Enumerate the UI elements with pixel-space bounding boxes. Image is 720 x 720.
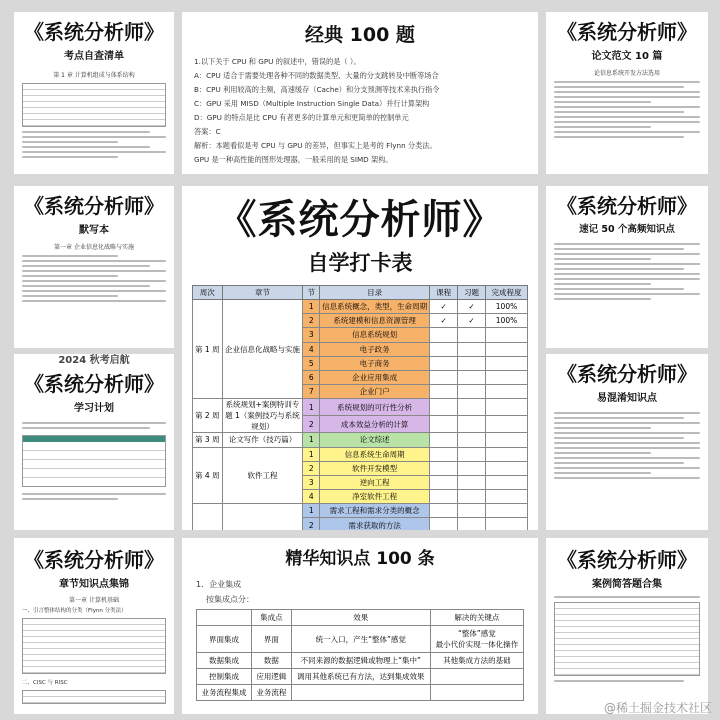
week-cell: 第 2 周 bbox=[193, 399, 223, 433]
question-line: C：GPU 采用 MISD（Multiple Instruction Single Data）并行计算架构 bbox=[194, 99, 430, 108]
section-num-cell: 5 bbox=[303, 356, 320, 370]
answer-line: 答案：C bbox=[194, 127, 221, 136]
chapter-cell bbox=[222, 504, 303, 530]
table-header: 章节 bbox=[222, 286, 303, 300]
integration-table bbox=[196, 609, 524, 701]
mini-table bbox=[22, 690, 166, 704]
card-subtitle: 章节知识点集锦 bbox=[59, 579, 129, 590]
progress-cell bbox=[486, 416, 528, 433]
table-header: 完成程度 bbox=[486, 286, 528, 300]
progress-cell: 100% bbox=[486, 300, 528, 314]
main-title: 《系统分析师》 bbox=[216, 196, 504, 243]
exercise-check[interactable] bbox=[458, 490, 486, 504]
table-row bbox=[193, 433, 528, 447]
card-study-plan bbox=[14, 354, 174, 530]
week-cell: 第 4 周 bbox=[193, 447, 223, 504]
exercise-check[interactable] bbox=[458, 447, 486, 461]
table-cell: 数据 bbox=[252, 653, 292, 669]
exercise-check[interactable] bbox=[458, 416, 486, 433]
topic-cell: 企业应用集成 bbox=[320, 370, 430, 384]
table-row bbox=[193, 504, 528, 518]
table-cell bbox=[430, 669, 523, 685]
table-cell: 控制集成 bbox=[197, 669, 252, 685]
table-row bbox=[197, 653, 524, 669]
course-check[interactable] bbox=[430, 518, 458, 530]
progress-cell bbox=[486, 385, 528, 399]
card-classic-100 bbox=[182, 12, 538, 174]
card-title: 《系统分析师》 bbox=[557, 194, 697, 218]
table-row bbox=[197, 626, 524, 653]
section-num-cell: 1 bbox=[303, 433, 320, 447]
topic-cell: 论文综述 bbox=[320, 433, 430, 447]
week-cell: 第 1 周 bbox=[193, 300, 223, 399]
card-subtitle: 学习计划 bbox=[74, 403, 114, 414]
section-num-cell: 2 bbox=[303, 461, 320, 475]
progress-cell bbox=[486, 475, 528, 489]
section-num-cell: 2 bbox=[303, 416, 320, 433]
card-essence-100 bbox=[182, 538, 538, 714]
week-cell bbox=[193, 504, 223, 530]
section-heading: 第一章 计算机基础 bbox=[69, 597, 119, 604]
course-check[interactable] bbox=[430, 370, 458, 384]
chapter-cell: 软件工程 bbox=[222, 447, 303, 504]
table-cell bbox=[291, 685, 430, 701]
section-num-cell: 1 bbox=[303, 447, 320, 461]
section-heading: 论信息系统开发方法选用 bbox=[593, 70, 660, 77]
question-line: A：CPU 适合于需要处理各种不同的数据类型、大量的分支跳转及中断等场合 bbox=[194, 71, 439, 80]
course-check[interactable] bbox=[430, 356, 458, 370]
card-subtitle: 易混淆知识点 bbox=[597, 393, 657, 404]
topic-cell: 电子政务 bbox=[320, 342, 430, 356]
topic-cell: 需求获取的方法 bbox=[320, 518, 430, 530]
course-check[interactable] bbox=[430, 399, 458, 416]
progress-cell bbox=[486, 328, 528, 342]
main-subtitle: 自学打卡表 bbox=[307, 251, 413, 275]
table-cell: 调用其他系统已有方法，达到集成效果 bbox=[291, 669, 430, 685]
topic-cell: 软件开发模型 bbox=[320, 461, 430, 475]
exercise-check[interactable] bbox=[458, 518, 486, 530]
section-num-cell: 3 bbox=[303, 475, 320, 489]
table-header: 周次 bbox=[193, 286, 223, 300]
card-checkin-sheet bbox=[182, 186, 538, 530]
section-num-cell: 1 bbox=[303, 399, 320, 416]
table-cell: 业务流程 bbox=[252, 685, 292, 701]
card-chapter-collection bbox=[14, 538, 174, 714]
exercise-check[interactable] bbox=[458, 385, 486, 399]
progress-cell: 100% bbox=[486, 314, 528, 328]
table-header: 效果 bbox=[291, 610, 430, 626]
exercise-check[interactable] bbox=[458, 370, 486, 384]
exercise-check[interactable] bbox=[458, 342, 486, 356]
card-title: 《系统分析师》 bbox=[557, 20, 697, 44]
section-lead: 按集成点分： bbox=[206, 595, 254, 604]
card-confusing-points bbox=[546, 354, 708, 530]
topic-cell: 成本效益分析的计算 bbox=[320, 416, 430, 433]
card-title: 《系统分析师》 bbox=[557, 548, 697, 572]
question-line: 1.以下关于 CPU 和 GPU 的叙述中，错误的是（ ）。 bbox=[194, 57, 361, 66]
question-line: D：GPU 的特点是比 CPU 有者更多的计算单元和更简单的控制单元 bbox=[194, 113, 409, 122]
card-case-questions bbox=[546, 538, 708, 714]
progress-cell bbox=[486, 399, 528, 416]
card-checklist bbox=[14, 12, 174, 174]
card-title: 《系统分析师》 bbox=[24, 20, 164, 44]
chapter-cell: 系统规划+案例特训专题 1（案例技巧与系统规划） bbox=[222, 399, 303, 433]
chapter-cell: 企业信息化战略与实施 bbox=[222, 300, 303, 399]
course-check[interactable] bbox=[430, 461, 458, 475]
exercise-check[interactable] bbox=[458, 433, 486, 447]
exercise-check[interactable] bbox=[458, 475, 486, 489]
exercise-check[interactable] bbox=[458, 328, 486, 342]
card-subtitle: 速记 50 个高频知识点 bbox=[579, 224, 675, 235]
section-num-cell: 7 bbox=[303, 385, 320, 399]
topic-cell: 信息系统规划 bbox=[320, 328, 430, 342]
card-subtitle: 默写本 bbox=[79, 225, 109, 236]
card-dictation bbox=[14, 186, 174, 348]
topic-cell: 需求工程和需求分类的概念 bbox=[320, 504, 430, 518]
progress-cell bbox=[486, 342, 528, 356]
course-check[interactable] bbox=[430, 433, 458, 447]
table-row bbox=[197, 669, 524, 685]
table-cell: 其他集成方法的基础 bbox=[430, 653, 523, 669]
table-cell bbox=[430, 685, 523, 701]
topic-cell: 净室软件工程 bbox=[320, 490, 430, 504]
mini-table bbox=[22, 618, 166, 674]
table-row bbox=[193, 300, 528, 314]
table-cell: 业务流程集成 bbox=[197, 685, 252, 701]
section-heading: 1．企业集成 bbox=[196, 580, 242, 589]
table-cell: 应用逻辑 bbox=[252, 669, 292, 685]
course-check[interactable]: ✓ bbox=[430, 314, 458, 328]
chapter-cell: 论文写作（技巧篇） bbox=[222, 433, 303, 447]
course-check[interactable] bbox=[430, 342, 458, 356]
progress-cell bbox=[486, 504, 528, 518]
table-row bbox=[193, 399, 528, 416]
progress-cell bbox=[486, 490, 528, 504]
table-cell: 界面集成 bbox=[197, 626, 252, 653]
exercise-check[interactable] bbox=[458, 504, 486, 518]
topic-cell: 信息系统概念，类型，生命周期 bbox=[320, 300, 430, 314]
card-subtitle: 考点自查清单 bbox=[64, 51, 124, 62]
subsection-heading: 一、引言整体结构的分类（Flynn 分类法） bbox=[22, 608, 127, 614]
table-header: 集成点 bbox=[252, 610, 292, 626]
course-check[interactable] bbox=[430, 328, 458, 342]
card-title: 经典 100 题 bbox=[305, 24, 415, 46]
card-title: 《系统分析师》 bbox=[24, 194, 164, 218]
week-cell: 第 3 周 bbox=[193, 433, 223, 447]
mini-table bbox=[554, 602, 700, 676]
banner-text: 2024 秋考启航 bbox=[58, 355, 130, 366]
progress-cell bbox=[486, 356, 528, 370]
section-num-cell: 1 bbox=[303, 300, 320, 314]
mini-table bbox=[22, 83, 166, 127]
table-cell: 不同来源的数据逻辑或物理上“集中” bbox=[291, 653, 430, 669]
topic-cell: 系统建模和信息资源管理 bbox=[320, 314, 430, 328]
table-row bbox=[197, 685, 524, 701]
table-header bbox=[197, 610, 252, 626]
course-check[interactable] bbox=[430, 385, 458, 399]
course-check[interactable] bbox=[430, 475, 458, 489]
topic-cell: 电子商务 bbox=[320, 356, 430, 370]
section-num-cell: 3 bbox=[303, 328, 320, 342]
watermark: @稀土掘金技术社区 bbox=[603, 701, 712, 715]
topic-cell: 系统规划的可行性分析 bbox=[320, 399, 430, 416]
section-num-cell: 4 bbox=[303, 342, 320, 356]
card-title: 《系统分析师》 bbox=[24, 548, 164, 572]
subsection-heading: 二、CISC 与 RISC bbox=[22, 680, 68, 686]
analysis-line: 解析：本题看似是考 CPU 与 GPU 的差异，但事实上是考的 Flynn 分类法。 bbox=[194, 141, 437, 150]
section-num-cell: 1 bbox=[303, 504, 320, 518]
section-num-cell: 4 bbox=[303, 490, 320, 504]
card-50-points bbox=[546, 186, 708, 348]
topic-cell: 逆向工程 bbox=[320, 475, 430, 489]
table-cell: 统一入口，产生“整体”感觉 bbox=[291, 626, 430, 653]
section-heading: 第一章 企业信息化战略与实施 bbox=[54, 244, 134, 251]
card-title: 《系统分析师》 bbox=[24, 372, 164, 396]
course-check[interactable] bbox=[430, 490, 458, 504]
question-line: B：CPU 利用较高的主频，高速缓存（Cache）和分支预测等技术来执行指令 bbox=[194, 85, 440, 94]
table-header: 习题 bbox=[458, 286, 486, 300]
card-subtitle: 论文范文 10 篇 bbox=[591, 51, 663, 62]
checkin-table bbox=[192, 285, 528, 530]
progress-cell bbox=[486, 370, 528, 384]
section-num-cell: 2 bbox=[303, 314, 320, 328]
table-cell: “整体”感觉 最小代价实现一体化操作 bbox=[430, 626, 523, 653]
progress-cell bbox=[486, 518, 528, 530]
exercise-check[interactable] bbox=[458, 356, 486, 370]
table-cell: 数据集成 bbox=[197, 653, 252, 669]
course-check[interactable] bbox=[430, 504, 458, 518]
card-title: 《系统分析师》 bbox=[557, 362, 697, 386]
exercise-check[interactable] bbox=[458, 461, 486, 475]
progress-cell bbox=[486, 433, 528, 447]
table-header: 目录 bbox=[320, 286, 430, 300]
progress-cell bbox=[486, 461, 528, 475]
section-num-cell: 2 bbox=[303, 518, 320, 530]
table-cell: 界面 bbox=[252, 626, 292, 653]
table-header: 解决的关键点 bbox=[430, 610, 523, 626]
progress-cell bbox=[486, 447, 528, 461]
exercise-check[interactable] bbox=[458, 399, 486, 416]
section-num-cell: 6 bbox=[303, 370, 320, 384]
course-check[interactable] bbox=[430, 416, 458, 433]
course-check[interactable]: ✓ bbox=[430, 300, 458, 314]
table-header: 课程 bbox=[430, 286, 458, 300]
table-row bbox=[193, 447, 528, 461]
plan-table bbox=[22, 435, 166, 487]
table-header: 节 bbox=[303, 286, 320, 300]
card-title: 精华知识点 100 条 bbox=[285, 549, 435, 569]
exercise-check[interactable]: ✓ bbox=[458, 300, 486, 314]
card-essays bbox=[546, 12, 708, 174]
topic-cell: 企业门户 bbox=[320, 385, 430, 399]
section-heading: 第 1 章 计算机组成与体系结构 bbox=[53, 72, 135, 79]
course-check[interactable] bbox=[430, 447, 458, 461]
topic-cell: 信息系统生命周期 bbox=[320, 447, 430, 461]
exercise-check[interactable]: ✓ bbox=[458, 314, 486, 328]
analysis-line: GPU 是一种高性能的图形处理器，一般采用的是 SIMD 架构。 bbox=[194, 155, 393, 164]
card-subtitle: 案例简答题合集 bbox=[592, 579, 662, 590]
